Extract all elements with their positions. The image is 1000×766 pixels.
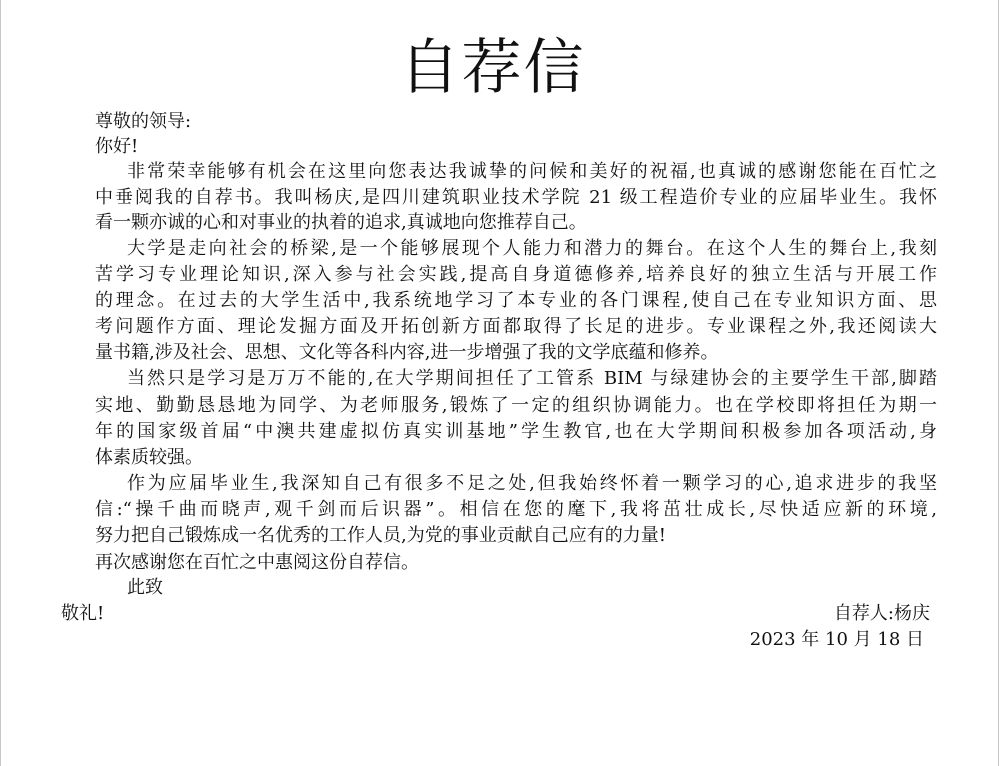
page-edge-right: [998, 0, 999, 766]
paragraph-2-line-5: 量书籍,涉及社会、思想、文化等各科内容,进一步增强了我的文学底蕴和修养。: [95, 342, 719, 363]
paragraph-2-line-3: 的理念。在过去的大学生活中,我系统地学习了本专业的各门课程,使自己在专业知识方面、思: [95, 290, 937, 311]
jingli-line: 敬礼!: [61, 603, 105, 624]
paragraph-3-line-2: 实地、勤勤恳恳地为同学、为老师服务,锻炼了一定的组织协调能力。也在学校即将担任为期一: [95, 395, 937, 416]
paragraph-3-line-1: 当然只是学习是万万不能的,在大学期间担任了工管系 BIM 与绿建协会的主要学生干部,脚踏: [127, 368, 937, 389]
date-line: 2023 年 10 月 18 日: [749, 629, 924, 650]
paragraph-4-line-1: 作为应届毕业生,我深知自己有很多不足之处,但我始终怀着一颗学习的心,追求进步的我坚: [127, 473, 937, 494]
greeting: 你好!: [95, 136, 139, 157]
cizhi-line: 此致: [127, 577, 163, 598]
paragraph-2-line-2: 苦学习专业理论知识,深入参与社会实践,提高自身道德修养,培养良好的独立生活与开展工作: [95, 264, 937, 285]
paragraph-3-line-4: 体素质较强。: [95, 447, 203, 468]
paragraph-4-line-3: 努力把自己锻炼成一名优秀的工作人员,为党的事业贡献自己应有的力量!: [95, 525, 666, 546]
paragraph-2-line-4: 考问题作方面、理论发掘方面及开拓创新方面都取得了长足的进步。专业课程之外,我还阅读大: [95, 316, 937, 337]
salutation: 尊敬的领导:: [95, 111, 192, 132]
paragraph-3-line-3: 年的国家级首届“中澳共建虚拟仿真实训基地”学生教官,也在大学期间积极参加各项活动,身: [95, 421, 937, 442]
signature-line: 自荐人:杨庆: [833, 603, 930, 624]
page-edge-left: [0, 0, 1, 766]
paragraph-1-line-3: 看一颗亦诚的心和对事业的执着的追求,真诚地向您推荐自己。: [95, 212, 587, 233]
paragraph-1-line-2: 中垂阅我的自荐书。我叫杨庆,是四川建筑职业技术学院 21 级工程造价专业的应届毕业生。我怀: [95, 187, 937, 208]
paragraph-2-line-1: 大学是走向社会的桥梁,是一个能够展现个人能力和潜力的舞台。在这个人生的舞台上,我刻: [127, 238, 937, 259]
paragraph-4-line-2: 信:“操千曲而晓声,观千剑而后识器”。相信在您的麾下,我将茁壮成长,尽快适应新的环境,: [95, 499, 937, 520]
closing-line: 再次感谢您在百忙之中惠阅这份自荐信。: [95, 552, 419, 573]
document-title: 自荐信: [399, 33, 586, 103]
paragraph-1-line-1: 非常荣幸能够有机会在这里向您表达我诚挚的问候和美好的祝福,也真诚的感谢您能在百忙之: [127, 161, 937, 182]
